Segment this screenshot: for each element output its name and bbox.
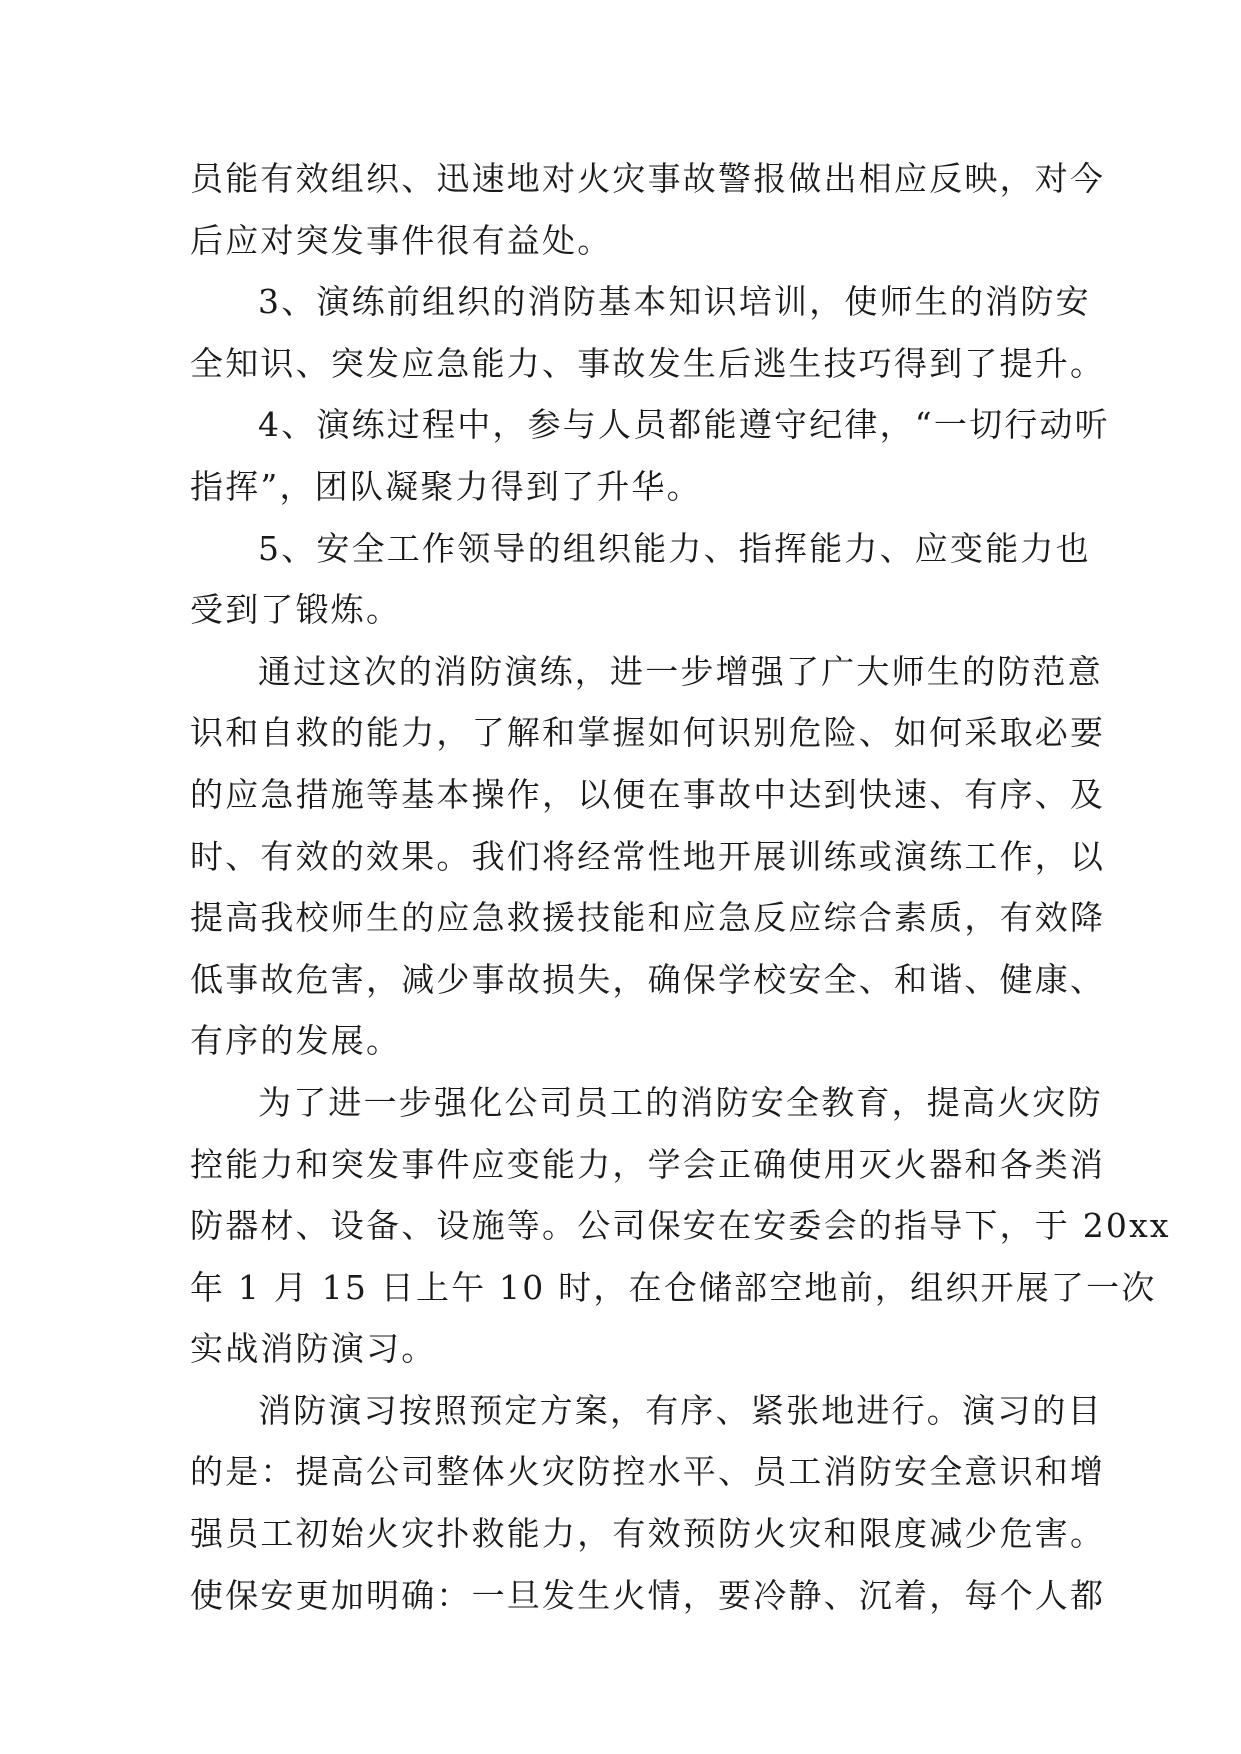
- text-line: 通过这次的消防演练，进一步增强了广大师生的防范意: [258, 651, 1103, 691]
- text-line: 实战消防演习。: [190, 1329, 437, 1369]
- text-line: 4、演练过程中，参与人员都能遵守纪律，“一切行动听: [258, 405, 1110, 445]
- text-line: 使保安更加明确：一旦发生火情，要冷静、沉着，每个人都: [190, 1575, 1106, 1615]
- text-line: 3、演练前组织的消防基本知识培训，使师生的消防安: [258, 282, 1091, 322]
- text-line: 的是：提高公司整体火灾防控水平、员工消防安全意识和增: [190, 1452, 1106, 1492]
- text-line: 为了进一步强化公司员工的消防安全教育，提高火灾防: [258, 1082, 1103, 1122]
- text-line: 消防演习按照预定方案，有序、紧张地进行。演习的目: [258, 1390, 1103, 1430]
- text-line: 有序的发展。: [190, 1021, 402, 1061]
- text-line: 强员工初始火灾扑救能力，有效预防火灾和限度减少危害。: [190, 1514, 1106, 1554]
- text-line: 低事故危害，减少事故损失，确保学校安全、和谐、健康、: [190, 959, 1106, 999]
- body-text: [190, 148, 1171, 1626]
- text-line: 全知识、突发应急能力、事故发生后逃生技巧得到了提升。: [190, 343, 1106, 383]
- text-line: 受到了锻炼。: [190, 590, 402, 630]
- text-line: 时、有效的效果。我们将经常性地开展训练或演练工作，以: [190, 836, 1106, 876]
- text-line: 后应对突发事件很有益处。: [190, 220, 613, 260]
- text-line: 防器材、设备、设施等。公司保安在安委会的指导下，于 20xx: [190, 1206, 1171, 1246]
- text-line: 控能力和突发事件应变能力，学会正确使用灭火器和各类消: [190, 1144, 1106, 1184]
- text-line: 的应急措施等基本操作，以便在事故中达到快速、有序、及: [190, 774, 1106, 814]
- text-line: 指挥”，团队凝聚力得到了升华。: [190, 466, 702, 506]
- text-line: 识和自救的能力，了解和掌握如何识别危险、如何采取必要: [190, 713, 1106, 753]
- text-line: 提高我校师生的应急救援技能和应急反应综合素质，有效降: [190, 898, 1106, 938]
- text-line: 5、安全工作领导的组织能力、指挥能力、应变能力也: [258, 528, 1091, 568]
- text-line: 年 1 月 15 日上午 10 时，在仓储部空地前，组织开展了一次: [190, 1267, 1157, 1307]
- text-line: 员能有效组织、迅速地对火灾事故警报做出相应反映，对今: [190, 159, 1106, 198]
